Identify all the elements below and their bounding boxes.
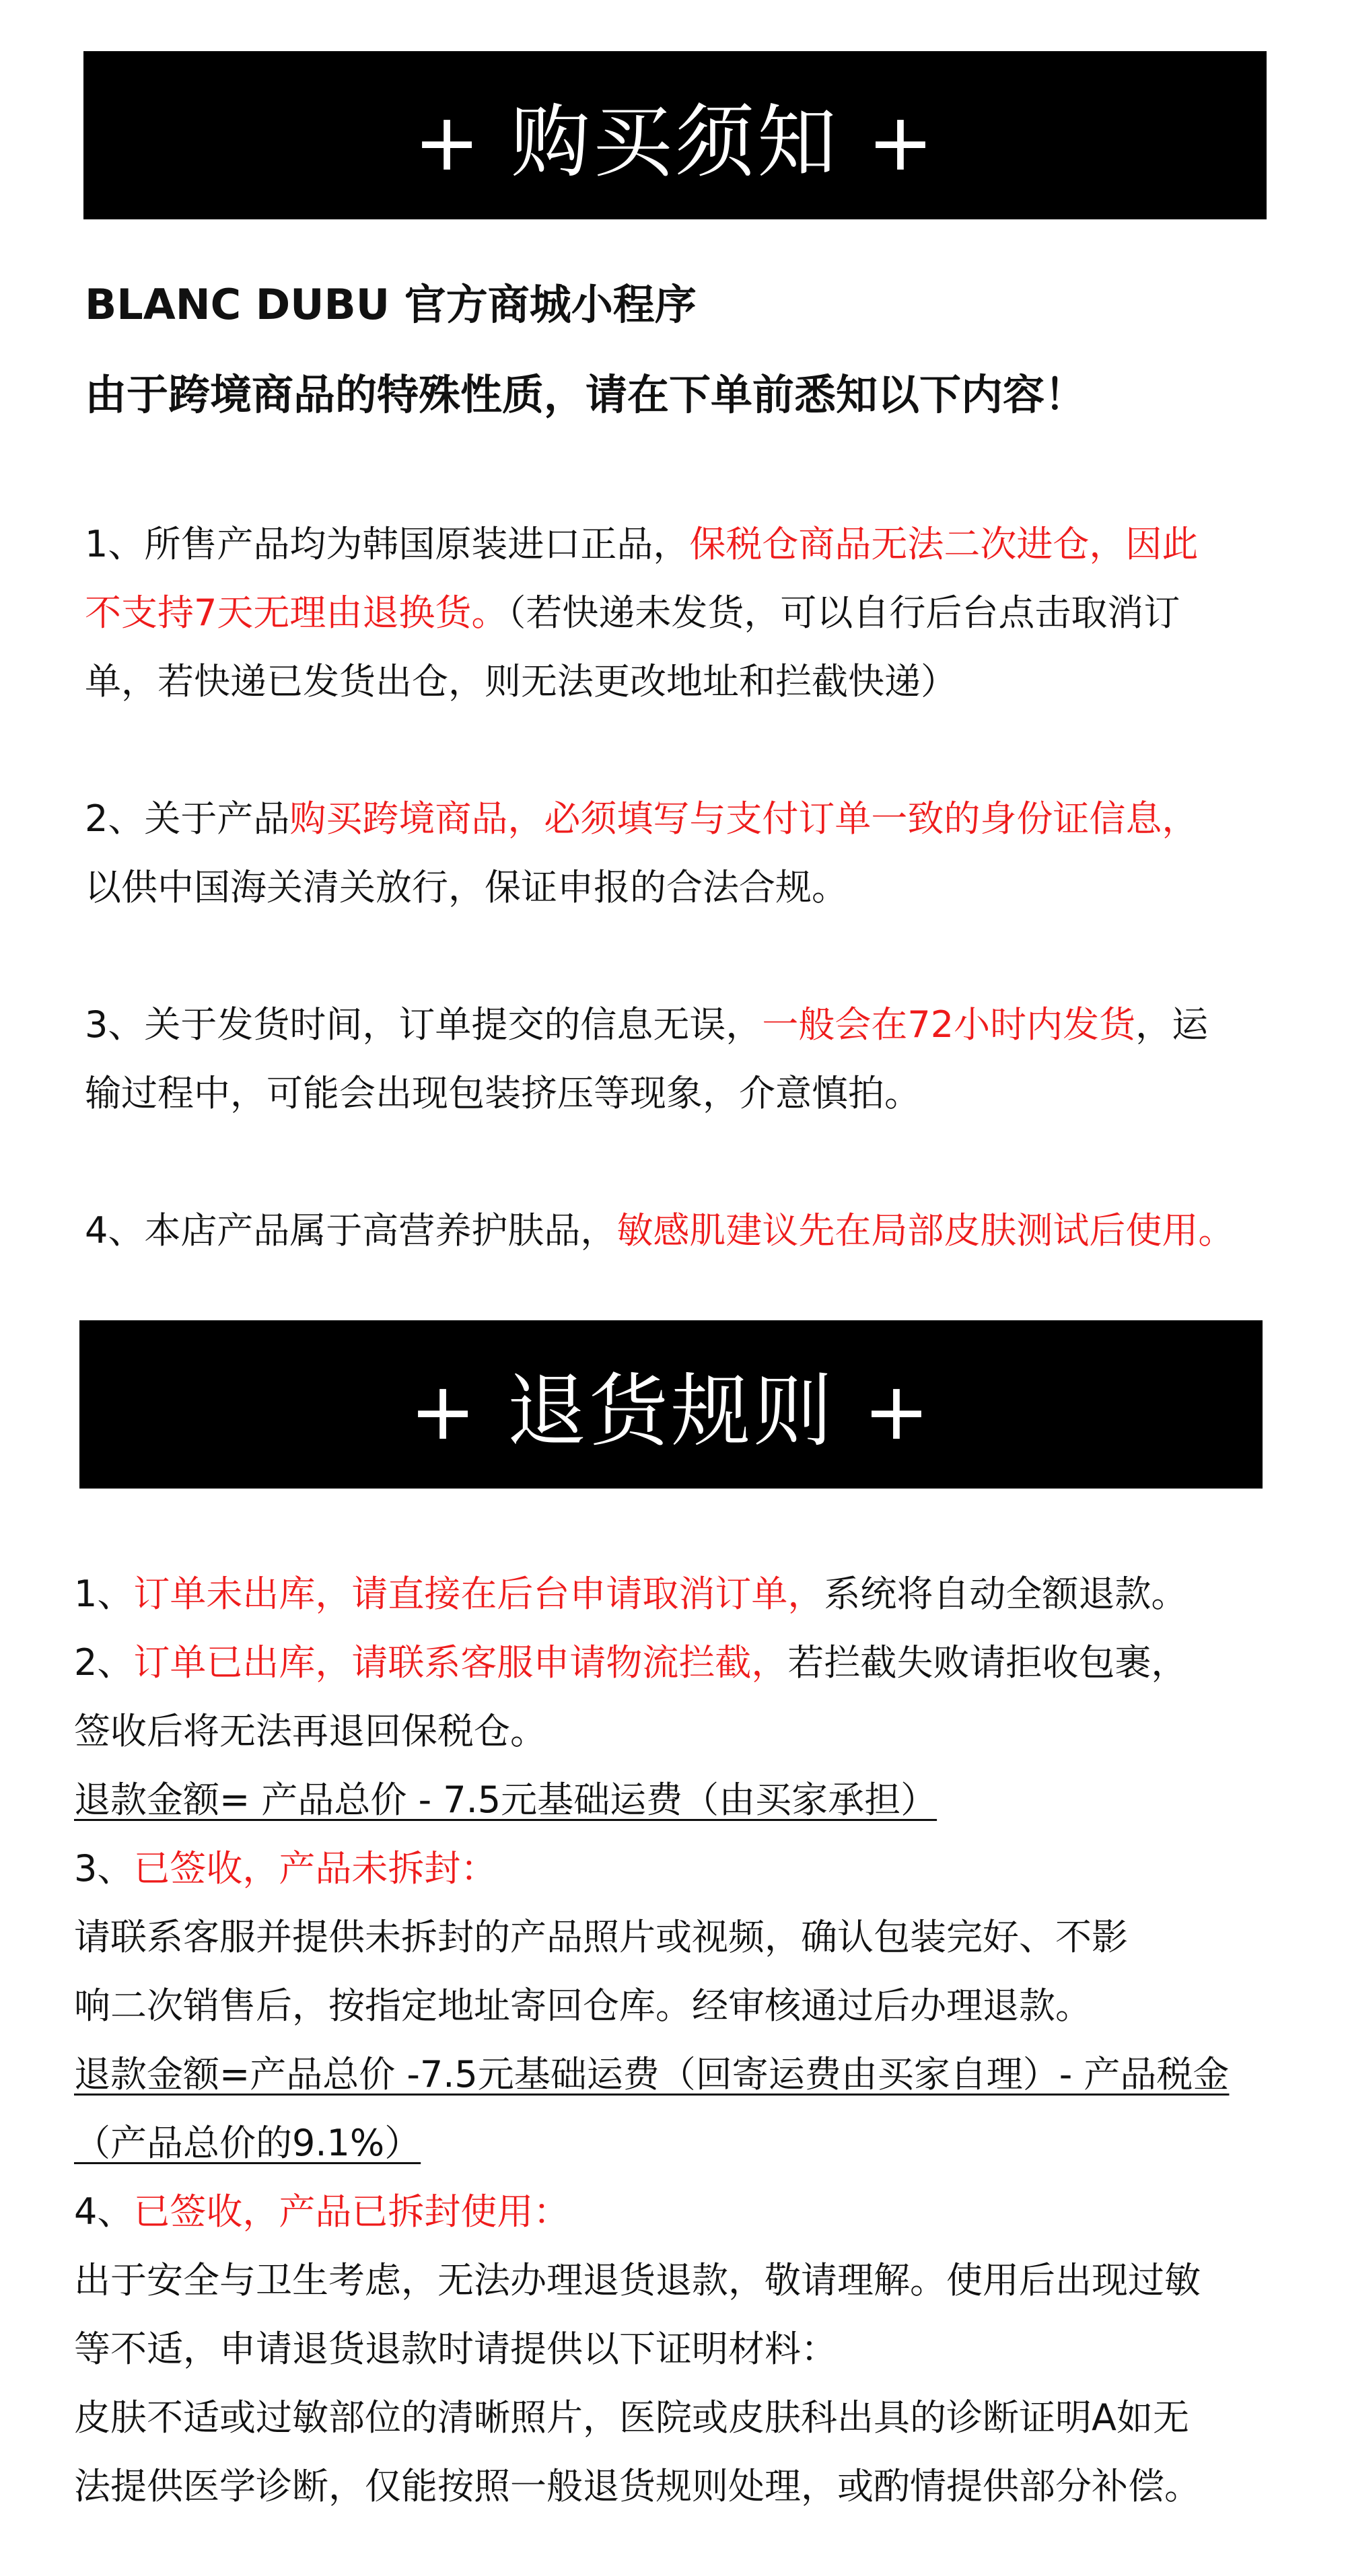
notice-intro-heading: 由于跨境商品的特殊性质，请在下单前悉知以下内容！ — [85, 370, 1087, 419]
return-rule-2-highlight: 订单已出库，请联系客服申请物流拦截， — [133, 1641, 788, 1684]
notice-item-3-text-tail: ，运 — [1135, 1003, 1209, 1046]
notice-item-2-highlight: 购买跨境商品，必须填写与支付订单一致的身份证信息， — [289, 797, 1199, 840]
notice-item-1-line-3: 单，若快递已发货出仓，则无法更改地址和拦截快递） — [85, 660, 957, 703]
return-rule-4-number: 4、 — [74, 2190, 134, 2233]
notice-item-3-line-2: 输过程中，可能会出现包装挤压等现象，介意慎拍。 — [85, 1072, 921, 1114]
notice-item-1-text: 1、所售产品均为韩国原装进口正品， — [85, 523, 690, 565]
return-rule-2-text: 若拦截失败请拒收包裹， — [787, 1641, 1188, 1684]
store-name-heading: BLANC DUBU 官方商城小程序 — [85, 280, 697, 329]
notice-item-3-line-1 — [85, 1001, 1208, 1048]
return-rule-3-refund-formula-note: （产品总价的9.1%） — [74, 2122, 421, 2164]
return-rule-3-highlight: 已签收，产品未拆封： — [133, 1847, 497, 1890]
return-rule-4-line-5: 法提供医学诊断，仅能按照一般退货规则处理，或酌情提供部分补偿。 — [74, 2465, 1201, 2507]
notice-item-1-highlight-2: 不支持7天无理由退换货。 — [85, 592, 508, 634]
purchase-notice-banner — [83, 51, 1267, 219]
notice-item-3-text: 3、关于发货时间，订单提交的信息无误， — [85, 1003, 763, 1046]
notice-item-2-text: 2、关于产品 — [85, 797, 290, 840]
notice-item-4-line-1 — [85, 1207, 1234, 1254]
return-rule-4-line-1 — [74, 2188, 569, 2235]
return-rule-3-refund-formula: 退款金额=产品总价 -7.5元基础运费（回寄运费由买家自理）- 产品税金 — [74, 2053, 1230, 2096]
return-rule-4-line-2: 出于安全与卫生考虑，无法办理退货退款，敬请理解。使用后出现过敏 — [74, 2259, 1201, 2301]
notice-item-2-line-1 — [85, 795, 1198, 843]
return-rule-2-number: 2、 — [74, 1641, 134, 1684]
notice-item-3-highlight: 一般会在72小时内发货 — [762, 1003, 1136, 1046]
return-rule-2-line-1 — [74, 1639, 1187, 1686]
return-rules-title: + 退货规则 + — [409, 1365, 933, 1458]
return-rule-4-highlight: 已签收，产品已拆封使用： — [133, 2190, 570, 2233]
return-rule-3-line-3: 响二次销售后，按指定地址寄回仓库。经审核通过后办理退款。 — [74, 1984, 1092, 2027]
notice-item-1-highlight: 保税仓商品无法二次进仓，因此 — [689, 523, 1199, 565]
notice-item-4-text: 4、本店产品属于高营养护肤品， — [85, 1209, 617, 1252]
return-rule-1-highlight: 订单未出库，请直接在后台申请取消订单， — [133, 1573, 824, 1615]
return-rule-1-line-1 — [74, 1571, 1187, 1618]
return-rule-3-number: 3、 — [74, 1847, 134, 1890]
return-rule-4-line-3: 等不适，申请退货退款时请提供以下证明材料： — [74, 2328, 837, 2370]
return-rule-1-text: 系统将自动全额退款。 — [824, 1573, 1188, 1615]
return-rule-3-line-1 — [74, 1845, 497, 1892]
notice-item-1-line-2 — [85, 589, 1180, 637]
return-rule-4-line-4: 皮肤不适或过敏部位的清晰照片，医院或皮肤科出具的诊断证明A如无 — [74, 2396, 1189, 2439]
notice-item-1-line-1 — [85, 521, 1198, 568]
return-rule-2-line-2: 签收后将无法再退回保税仓。 — [74, 1710, 546, 1752]
purchase-notice-title: + 购买须知 + — [413, 96, 937, 188]
return-rules-banner — [79, 1320, 1263, 1489]
return-rule-2-refund-formula: 退款金额= 产品总价 - 7.5元基础运费（由买家承担） — [74, 1779, 937, 1821]
notice-item-2-line-2: 以供中国海关清关放行，保证申报的合法合规。 — [85, 866, 848, 908]
return-rule-1-number: 1、 — [74, 1573, 134, 1615]
notice-item-4-highlight: 敏感肌建议先在局部皮肤测试后使用。 — [616, 1209, 1235, 1252]
return-rule-3-line-2: 请联系客服并提供未拆封的产品照片或视频，确认包装完好、不影 — [74, 1916, 1128, 1958]
notice-item-1-text-2: （若快递未发货，可以自行后台点击取消订 — [507, 592, 1180, 634]
